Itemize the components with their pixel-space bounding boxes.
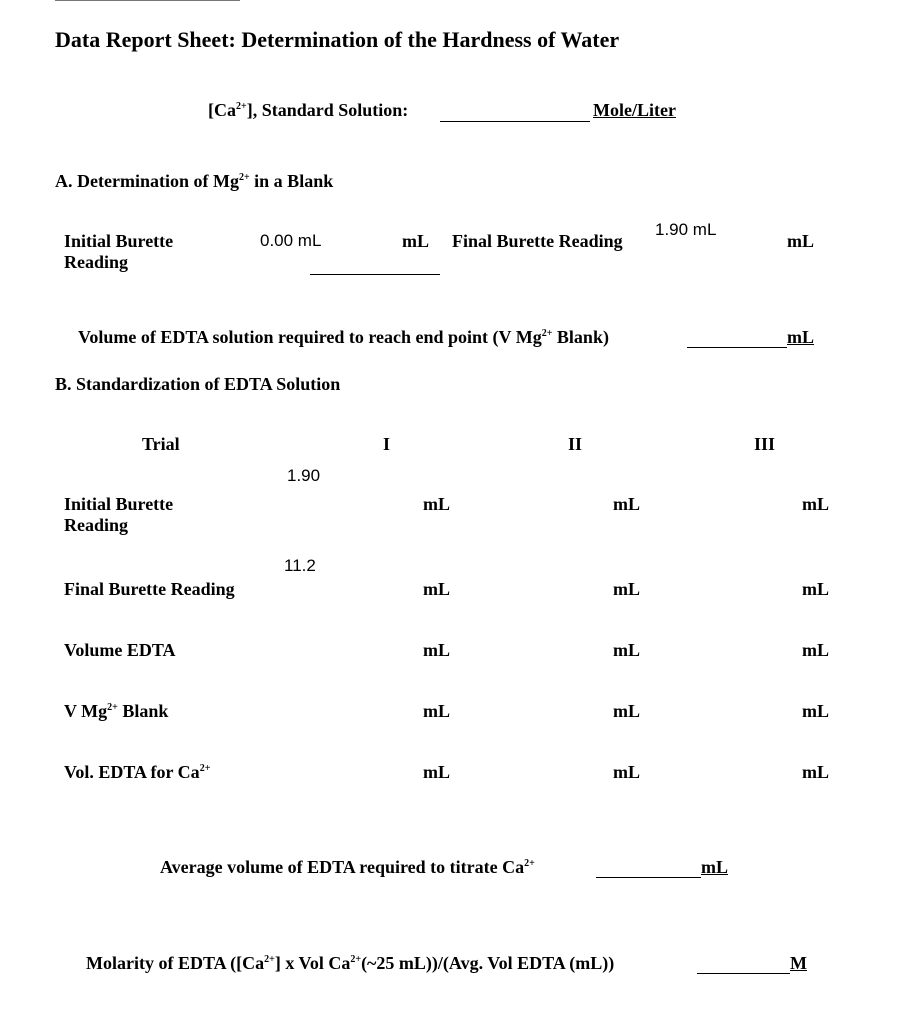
section-a-heading: A. Determination of $Mg^{2+}$ in a Blank xyxy=(55,171,334,191)
trial-i-volume-edta-unit: mL xyxy=(423,640,450,660)
average-volume-unit: mL xyxy=(701,857,728,877)
molarity-unit: M xyxy=(790,953,807,973)
final-burette-unit: mL xyxy=(787,231,814,251)
initial-burette-value[interactable]: 0.00 mL xyxy=(260,231,322,250)
edta-volume-blank-field[interactable] xyxy=(687,347,787,348)
section-b-heading: B. Standardization of EDTA Solution xyxy=(55,374,341,394)
row-vol-edta-ca-label: Vol. EDTA for $Ca^{2+}$ xyxy=(64,762,211,782)
standard-solution-blank[interactable] xyxy=(440,121,590,122)
row-initial-label: Initial Burette Reading xyxy=(64,494,174,535)
initial-burette-label: Initial Burette Reading xyxy=(64,231,174,272)
molarity-label: Molarity of EDTA ($[Ca^{2+}]$ x Vol $Ca^{2+}(\sim 25$ mL))/(Avg. Vol EDTA (mL)) xyxy=(86,953,615,973)
trial-ii-vol-edta-ca-unit: mL xyxy=(613,762,640,782)
trial-ii-final-unit: mL xyxy=(613,579,640,599)
initial-burette-blank xyxy=(310,274,440,275)
average-volume-field[interactable] xyxy=(596,877,701,878)
row-v-mg-blank-label: V $Mg^{2+}$ Blank xyxy=(64,701,169,721)
trial-i-initial-value[interactable]: 1.90 xyxy=(287,466,321,485)
trial-i-final-unit: mL xyxy=(423,579,450,599)
standard-solution-unit: Mole/Liter xyxy=(593,100,676,120)
trial-i-v-mg-blank-unit: mL xyxy=(423,701,450,721)
standard-solution-label: $[Ca^{2+}]$, Standard Solution: xyxy=(208,100,409,120)
trial-iii-vol-edta-ca-unit: mL xyxy=(802,762,829,782)
trial-iii-initial-unit: mL xyxy=(802,494,829,514)
trial-iii-v-mg-blank-unit: mL xyxy=(802,701,829,721)
trial-i-vol-edta-ca-unit: mL xyxy=(423,762,450,782)
average-volume-label: Average volume of EDTA required to titrate $Ca^{2+}$ xyxy=(160,857,535,877)
row-final-label: Final Burette Reading xyxy=(64,579,235,599)
molarity-field[interactable] xyxy=(697,973,790,974)
trial-column-iii: III xyxy=(754,434,776,454)
trial-i-initial-unit: mL xyxy=(423,494,450,514)
row-volume-edta-label: Volume EDTA xyxy=(64,640,176,660)
trial-ii-volume-edta-unit: mL xyxy=(613,640,640,660)
trial-header: Trial xyxy=(142,434,180,454)
edta-volume-blank-label: Volume of EDTA solution required to reach end point (V $Mg^{2+}$ Blank) xyxy=(78,327,609,347)
top-rule xyxy=(55,0,240,1)
trial-column-i: I xyxy=(383,434,391,454)
trial-i-final-value[interactable]: 11.2 xyxy=(284,556,316,575)
final-burette-label: Final Burette Reading xyxy=(452,231,623,251)
trial-ii-v-mg-blank-unit: mL xyxy=(613,701,640,721)
trial-ii-initial-unit: mL xyxy=(613,494,640,514)
trial-column-ii: II xyxy=(568,434,583,454)
edta-volume-blank-unit: mL xyxy=(787,327,814,347)
page-title: Data Report Sheet: Determination of the Hardness of Water xyxy=(55,27,620,52)
trial-iii-volume-edta-unit: mL xyxy=(802,640,829,660)
initial-burette-unit: mL xyxy=(402,231,429,251)
final-burette-value[interactable]: 1.90 mL xyxy=(655,220,717,239)
trial-iii-final-unit: mL xyxy=(802,579,829,599)
